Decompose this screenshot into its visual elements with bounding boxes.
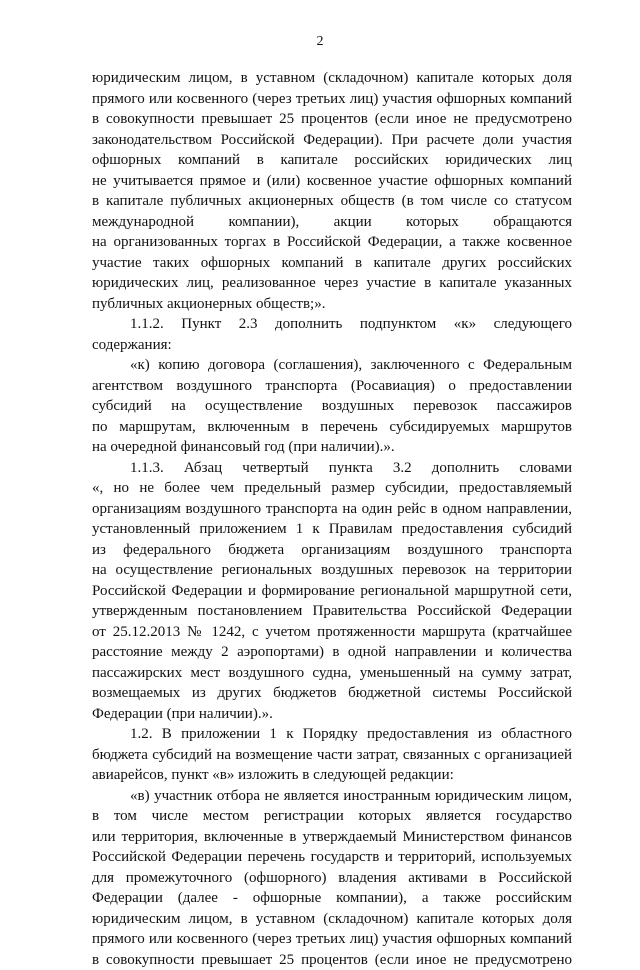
- text-line: на осуществление региональных воздушных перевозок на территории: [92, 560, 572, 581]
- text-line: Российской Федерации перечень государств и территорий, используемых: [92, 847, 572, 868]
- text-line: из федерального бюджета организациям воздушного транспорта: [92, 540, 572, 561]
- text-line: «к) копию договора (соглашения), заключенного с Федеральным: [92, 355, 572, 376]
- text-line: офшорных компаний в капитале российских юридических лиц: [92, 150, 572, 171]
- text-line: содержания:: [92, 335, 572, 356]
- text-line: в совокупности превышает 25 процентов (если иное не предусмотрено: [92, 109, 572, 130]
- text-line: международной компании), акции которых обращаются: [92, 212, 572, 233]
- text-line: пассажирских мест воздушного судна, уменьшенный на сумму затрат,: [92, 663, 572, 684]
- document-body: [92, 68, 572, 970]
- text-line: юридическим лицом, в уставном (складочном) капитале которых доля: [92, 909, 572, 930]
- text-line: возмещаемых из других бюджетов бюджетной системы Российской: [92, 683, 572, 704]
- text-line: агентством воздушного транспорта (Росавиация) о предоставлении: [92, 376, 572, 397]
- text-line: или территория, включенные в утверждаемый Министерством финансов: [92, 827, 572, 848]
- text-line: в капитале публичных акционерных обществ (в том числе со статусом: [92, 191, 572, 212]
- text-line: утвержденным постановлением Правительства Российской Федерации: [92, 601, 572, 622]
- text-line: «в) участник отбора не является иностранным юридическим лицом,: [92, 786, 572, 807]
- text-line: прямого или косвенного (через третьих лиц) участия офшорных компаний: [92, 89, 572, 110]
- text-line: 1.1.3. Абзац четвертый пункта 3.2 дополнить словами: [92, 458, 572, 479]
- text-line: 1.2. В приложении 1 к Порядку предоставления из областного: [92, 724, 572, 745]
- text-line: юридических лиц, реализованное через участие в капитале указанных: [92, 273, 572, 294]
- text-line: в совокупности превышает 25 процентов (если иное не предусмотрено: [92, 950, 572, 970]
- text-line: публичных акционерных обществ;».: [92, 294, 572, 315]
- text-line: Федерации (при наличии).».: [92, 704, 572, 725]
- text-line: для промежуточного (офшорного) владения активами в Российской: [92, 868, 572, 889]
- text-line: на очередной финансовый год (при наличии).».: [92, 437, 572, 458]
- text-line: расстояние между 2 аэропортами) в одной направлении и количества: [92, 642, 572, 663]
- text-line: в том числе местом регистрации которых является государство: [92, 806, 572, 827]
- text-line: «, но не более чем предельный размер субсидии, предоставляемый: [92, 478, 572, 499]
- text-line: законодательством Российской Федерации). При расчете доли участия: [92, 130, 572, 151]
- text-line: организациям воздушного транспорта на один рейс в одном направлении,: [92, 499, 572, 520]
- text-line: 1.1.2. Пункт 2.3 дополнить подпунктом «к» следующего: [92, 314, 572, 335]
- text-line: авиарейсов, пункт «в» изложить в следующей редакции:: [92, 765, 572, 786]
- page-number: 2: [0, 34, 640, 50]
- text-line: субсидий на осуществление воздушных перевозок пассажиров: [92, 396, 572, 417]
- text-line: от 25.12.2013 № 1242, с учетом протяженности маршрута (кратчайшее: [92, 622, 572, 643]
- text-line: Российской Федерации и формирование региональной маршрутной сети,: [92, 581, 572, 602]
- text-line: не учитывается прямое и (или) косвенное участие офшорных компаний: [92, 171, 572, 192]
- text-line: юридическим лицом, в уставном (складочном) капитале которых доля: [92, 68, 572, 89]
- text-line: на организованных торгах в Российской Федерации, а также косвенное: [92, 232, 572, 253]
- text-line: прямого или косвенного (через третьих лиц) участия офшорных компаний: [92, 929, 572, 950]
- text-line: по маршрутам, включенным в перечень субсидируемых маршрутов: [92, 417, 572, 438]
- text-line: бюджета субсидий на возмещение части затрат, связанных с организацией: [92, 745, 572, 766]
- text-line: установленный приложением 1 к Правилам предоставления субсидий: [92, 519, 572, 540]
- text-line: участие таких офшорных компаний в капитале других российских: [92, 253, 572, 274]
- text-line: Федерации (далее - офшорные компании), а также российским: [92, 888, 572, 909]
